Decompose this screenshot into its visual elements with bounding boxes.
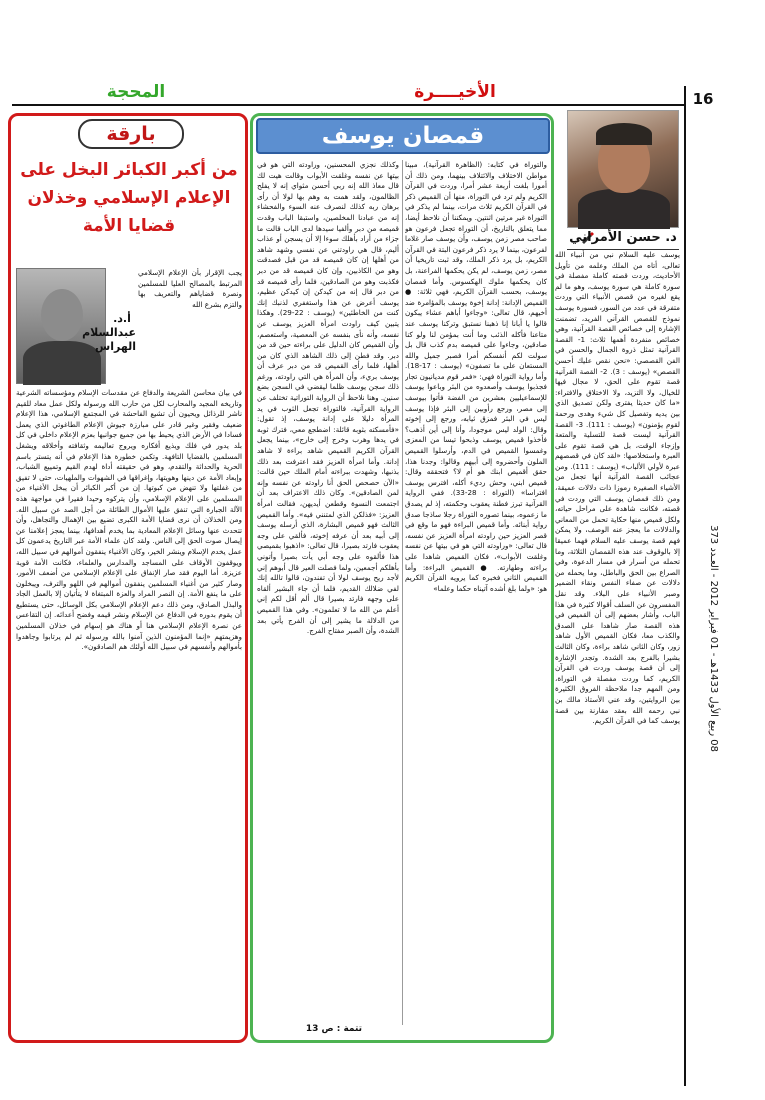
author-photo — [567, 110, 679, 228]
author-name: د. حسن الأمراني — [567, 228, 679, 250]
author-column-text: يوسف عليه السلام نبي من أنبياء الله تعالى، أتاه من الملك وعلمه من تأويل الأحاديث، وردت قصته كاملة مفصلة في سورة كاملة هي سورة يوسف، وهو ما لم يقع لغيره من قصص الأنبياء التي وردت متفرقة في عدد من السور، فسورة يوسف نموذج للقصص القرآني الفريد، تضمنت الإشارة إلى خصائص القصة القرآنية، وهي خصائص منفردة أهمها ثلاث: 1- القصة القرآنية تمثل ذروة الجمال والحسن في الفن القصصي: «نحن نقص عليك أحسن القصص» (يوسف : 3). 2- القصة القرآنية قصة تقوم على الحق، لا مجال فيها للخيال، ولا التزيد، ولا الاختلاق والافتراء: «ما كان حديثا يفترى ولكن تصديق الذي بين يديه وتفصيل كل شيء وهدى ورحمة لقوم يؤمنون» (يوسف : 111). 3- القصة القرآنية ليست قصة للتسلية والمتعة وإزجاء الوقت، بل هي قصة تقوم على العبرة واستخلاصها: «لقد كان في قصصهم عبرة لأولي الألباب» (يوسف : 111). ومن عجائب القصة القرآنية أنها تجعل من الأشياء الصغيرة رموزا ذات دلالات عميقة، ومن ذلك قمصان يوسف التي وردت في قصته، فكانت شاهدة على مراحل حياته، ولكل قميص منها حكاية تحمل من المعاني والدلالات ما يعجز عنه الوصف، ولا يمكن فهم قصة يوسف عليه السلام فهما عميقا إلا بالوقوف عند هذه القمصان الثلاثة، وما تحمله من أسرار في مسار الدعوة، وفي الصراع بين الحق والباطل، وما يحمله من دلالات عن صفاء النفس ونقاء الضمير وصبر الأنبياء على البلاء. وقد نقل المفسرون عن السلف أقوالا كثيرة في هذا الباب، وأشار بعضهم إلى أن القميص في هذه القصة صار شاهدا على الصدق والكذب معا، فكان القميص الأول شاهد زور، وكان الثاني شاهد براءة، وكان الثالث بشيرا بالفرج بعد الشدة. وتجدر الإشارة إلى أن قصة يوسف وردت في القرآن الكريم، كما وردت مفصلة في التوراة، ومن المهم جدا ملاحظة الفروق الكثيرة بين الروايتين، وقد عني الأستاذ مالك بن نبي رحمه الله بعقد مقارنة بين قصة يوسف كما في القرآن الكريم. — [555, 250, 680, 726]
header-rule — [12, 104, 684, 106]
continued-note: تتمة : ص 13 — [305, 1024, 362, 1034]
article-title: قمصان يوسف — [256, 118, 550, 154]
date-text: 08 ربيع الأول 1433هـ - 01 فبراير 2012 - العـدد 373 — [708, 525, 719, 752]
article-column-2: وكذلك نجزي المحسنين، وراودته التي هو في بيتها عن نفسه وغلقت الأبواب وقالت هيت لك قال معاذ الله إنه ربي أحسن مثواي إنه لا يفلح الظالمون، ولقد همت به وهم بها لولا أن رأى برهان ربه كذلك لنصرف عنه السوء والفحشاء إنه من عبادنا المخلصين، واستبقا الباب وقدت قميصه من دبر وألفيا سيدها لدى الباب قالت ما جزاء من أراد بأهلك سوءا إلا أن يسجن أو عذاب أليم، قال هي راودتني عن نفسي وشهد شاهد من أهلها إن كان قميصه قد من قبل فصدقت وهو من الكاذبين، وإن كان قميصه قد من دبر فكذبت وهو من الصادقين، فلما رأى قميصه قد من دبر قال إنه من كيدكن إن كيدكن عظيم، يوسف أعرض عن هذا واستغفري لذنبك إنك كنت من الخاطئين» (يوسف : 22-29). وهكذا يتبين كيف راودت امرأة العزيز يوسف عن نفسه، وأنه نأى بنفسه عن المعصية، واستعصم، وأن القميص كان الدليل على براءته حين قد من دبر. وقد فطن إلى ذلك الشاهد الذي كان من أهلها، فلما رأى القميص قد من دبر عرف أن يوسف بريء، وأن المرأة هي التي راودته، ورغم ذلك سجن يوسف ظلما ليقضي في السجن بضع سنين. وهنا نلاحظ أن الرواية التوراتية تختلف عن الرواية القرآنية، فالتوراة تجعل الثوب في يد المرأة دليلا على إدانة يوسف، إذ تقول: «فأمسكته بثوبه قائلة: اضطجع معي، فترك ثوبه في يدها وهرب وخرج إلى خارج»، بينما يجعل القرآن الكريم القميص شاهد براءة لا شاهد إدانة. وأما امرأة العزيز فقد اعترفت بعد ذلك بذنبها، وشهدت ببراءته أمام الملك حين قالت: «الآن حصحص الحق أنا راودته عن نفسه وإنه لمن الصادقين». وكان ذلك الاعتراف بعد أن اجتمعت النسوة وقطعن أيديهن، فقالت امرأة العزيز: «فذلكن الذي لمتنني فيه». وأما القميص الثالث فهو قميص البشارة، الذي أرسله يوسف إلى أبيه بعد أن عرفه إخوته، فألقي على وجه يعقوب فارتد بصيرا، قال تعالى: «اذهبوا بقميصي هذا فألقوه على وجه أبي يأت بصيرا وأتوني بأهلكم أجمعين، ولما فصلت العير قال أبوهم إني لأجد ريح يوسف لولا أن تفندون، قالوا تالله إنك لفي ضلالك القديم، فلما أن جاء البشير ألقاه على وجهه فارتد بصيرا قال ألم أقل لكم إني أعلم من الله ما لا تعلمون». وفي هذا القميص من الدلالة ما يشير إلى أن الفرج يأتي بعد الشدة، وأن الصبر مفتاح الفرج. — [257, 160, 399, 636]
opinion-text-top: يجب الإقرار بأن الإعلام الإسلامي المرتبط بالمصالح العليا للمسلمين ونصرة قضاياهم والتعريف بها والتزم بشرع الله — [138, 268, 242, 309]
article-column-1: والتوراة في كتابه: (الظاهرة القرآنية)، مبينا مواطن الاختلاف والائتلاف بينهما، ومن ذلك أن أمورا بلغت أربعة عشر أمرا، وردت في القرآن الكريم ولم ترد في التوراة، منها أن القميص ذكر في القرآن الكريم ثلاث مرات، بينما لم يذكر في التوراة غير مرتين اثنتين. ويمكننا أن نلاحظ أيضا، مما يتعلق بالتاريخ، أن التوراة تجعل فرعون هو صاحب مصر زمن يوسف، وأن يوسف صار غلاما لفرعون، بينما لا يرد ذكر فرعون البتة في القرآن الكريم، بل يرد ذكر الملك، وقد ثبت تاريخيا أن مصر، زمن يوسف، لم يكن يحكمها الفراعنة، بل كان يحكمها ملوك الهكسوس. وأما قمصان يوسف، بحسب القرآن الكريم، فهي ثلاثة: ● القميص الإدانة: إدانة إخوة يوسف بالمؤامرة ضد أخيهم، قال تعالى: «وجاءوا أباهم عشاء يبكون قالوا يا أبانا إنا ذهبنا نستبق وتركنا يوسف عند متاعنا فأكله الذئب وما أنت بمؤمن لنا ولو كنا صادقين، وجاءوا على قميصه بدم كذب قال بل سولت لكم أنفسكم أمرا فصبر جميل والله المستعان على ما تصفون» (يوسف : 17-18). وأما رواية التوراة فهي: «فمر قوم مديانيون تجار فجذبوا يوسف وأصعدوه من البئر وباعوا يوسف للإسماعيليين بعشرين من الفضة فأتوا بيوسف إلى مصر، ورجع رأوبين إلى البئر فإذا يوسف ليس في البئر فمزق ثيابه، ورجع إلى إخوته وقال: الولد ليس موجودا، وأنا إلى أين أذهب؟ فأخذوا قميص يوسف وذبحوا تيسا من المعزى وغمسوا القميص في الدم، وأرسلوا القميص الملون وأحضروه إلى أبيهم وقالوا: وجدنا هذا، حقق أقميص ابنك هو أم لا؟ فتحققه وقال: قميص ابني، وحش رديء أكله، افترس يوسف افتراسا» (التوراة : 28-33). ففي الرواية القرآنية تبرز فطنة يعقوب وحكمته، إذ لم يصدق ما زعموه، بينما تصوره التوراة رجلا ساذجا صدق رواية أبنائه. وأما قميص البراءة فهو ما وقع في قصر العزيز حين راودته امرأة العزيز عن نفسه، قال تعالى: «وراودته التي هو في بيتها عن نفسه وغلقت الأبواب»، فكان القميص شاهدا على براءته وطهارته. ● القميص البراءة: وأما القميص الثاني فخبره كما يرويه القرآن الكريم هو: «ولما بلغ أشده آتيناه حكما وعلما» — [405, 160, 547, 593]
opinion-title: من أكبر الكبائر البخل على الإعلام الإسلامي وخذلان قضايا الأمة — [20, 160, 238, 236]
section-title-muhajja: المحجة — [106, 82, 166, 102]
section-title-akhira: الأخيــــرة — [414, 82, 496, 102]
page-number: 16 — [692, 90, 714, 108]
opinion-text-main: في بيان محاسن الشريعة والدفاع عن مقدسات الإسلام ومؤسساته الشرعية وتاريخه المجيد والمحارب لكل من حارب الله ورسوله ولكل عمل معاد للقيم ناشر للرذائل ويحيون أن تشيع الفاحشة في المجتمع الإسلامي، هذا الإعلام ضعيف وفقير وغير قادر على مبارزة جيوش الإعلام الطاغوتي الذي يعمل فسادا في الأرض الذي يحيط بها من جميع جوانبها بعزم الإعلام داخلي في كل بلد يدور في فلك ويذيع أفكاره ويروج تعاليمه وثقافته وأخلاقه ويشغل المسلمين بالقضايا التافهة. وتكمن خطورة هذا الإعلام في أنه يتستر باسم الحرية والحداثة والتقدم، وهو في حقيقته أداة لهدم القيم وتمييع الشباب، وإبعاد الأمة عن دينها وهويتها، وإغراقها في الشهوات والملهيات، حتى لا تفيق من غفلتها ولا تنهض من كبوتها. إن من أكبر الكبائر أن يبخل الأغنياء من المسلمين على الإعلام الإسلامي، وأن يتركوه وحيدا فقيرا في مواجهة هذه الآلة الجبارة التي تنفق عليها الأموال الطائلة من أجل الصد عن سبيل الله. ومن الخذلان أن نرى قضايا الأمة الكبرى تضيع بين الإهمال والتجاهل، وأن تتحدث عنها وسائل الإعلام المعادية بما يخدم أهدافها، بينما يعجز إعلامنا عن إيصال صوت الحق إلى الناس. ولقد كان علماء الأمة عبر التاريخ يدعمون كل عمل يخدم الإسلام وينشر الخير، وكان الأغنياء ينفقون أموالهم في سبيل الله، ويوقفون الأوقاف على المساجد والمدارس والعلماء، فكانت الأمة قوية عزيزة. أما اليوم فقد صار الإنفاق على الإعلام الإسلامي من أضعف الأمور، وصار كثير من أغنياء المسلمين ينفقون أموالهم في اللهو والترف، ويبخلون على ما ينفع الأمة. إن النصر المراد والعزة المبتغاة لا يتأتيان إلا بالعمل الجاد والبذل الصادق، ومن ذلك دعم الإعلام الإسلامي بكل الوسائل، حتى يستطيع أن يقوم بدوره في الدفاع عن الإسلام ونشر قيمه وفضح أعدائه. إن التقاعس عن نصرة الإعلام الإسلامي هنا أو هناك هو إسهام في خذلان المسلمين وهزيمتهم «إنما المؤمنون الذين آمنوا بالله ورسوله ثم لم يرتابوا وجاهدوا بأموالهم وأنفسهم في سبيل الله أولئك هم الصادقون». — [16, 388, 242, 652]
date-strip — [689, 112, 729, 752]
page-divider — [684, 86, 686, 1086]
opinion-tag: بارقة — [78, 119, 184, 149]
column-divider — [402, 160, 403, 1025]
opinion-author: أ.د. عبدالسلام الهراس — [82, 312, 136, 353]
